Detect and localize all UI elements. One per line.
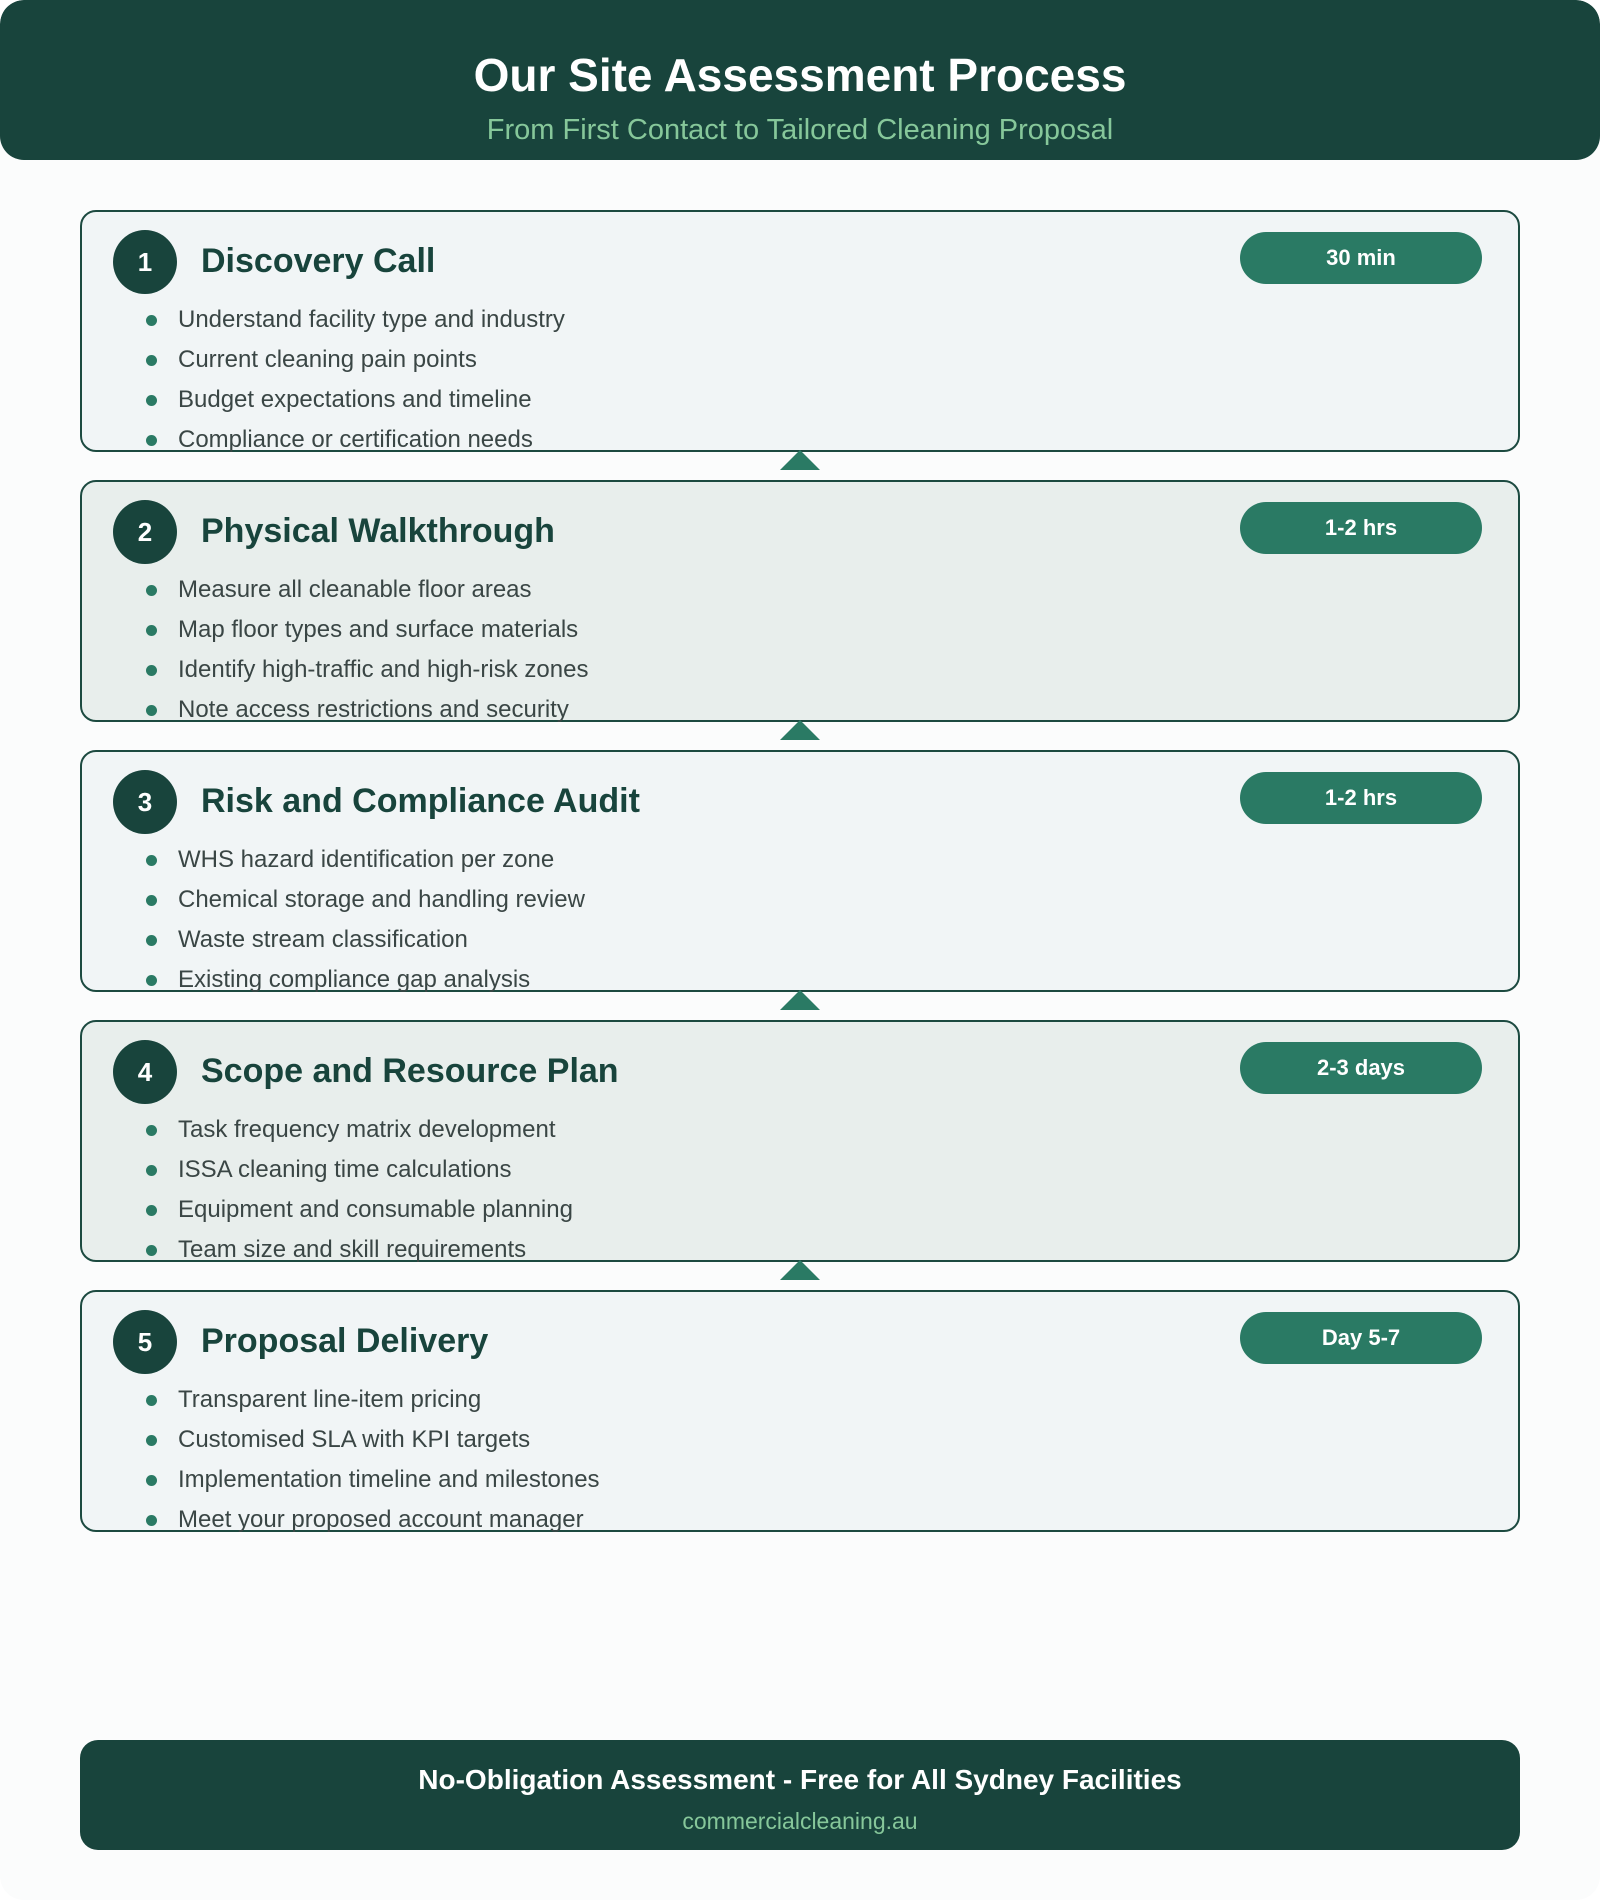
step-checklist [146, 570, 588, 730]
list-item [146, 960, 585, 1000]
duration-badge: 30 min [1240, 232, 1482, 284]
connector-arrow-icon [780, 720, 820, 740]
list-item [146, 340, 565, 380]
step-card-risk-compliance-audit [80, 750, 1520, 992]
list-item-text: Budget expectations and timeline [178, 386, 532, 413]
bullet-icon [146, 1475, 157, 1486]
list-item [146, 1230, 573, 1270]
list-item [146, 570, 588, 610]
list-item [146, 1500, 600, 1540]
step-checklist [146, 1110, 573, 1270]
page-subtitle: From First Contact to Tailored Cleaning Proposal [486, 114, 1114, 146]
list-item-text: Note access restrictions and security [178, 696, 569, 723]
bullet-icon [146, 665, 157, 676]
list-item [146, 300, 565, 340]
bullet-icon [146, 355, 157, 366]
duration-badge: Day 5-7 [1240, 1312, 1482, 1364]
footer-cta-text: No-Obligation Assessment - Free for All Sydney Facilities [418, 1764, 1182, 1795]
list-item [146, 1190, 573, 1230]
bullet-icon [146, 1515, 157, 1526]
bullet-icon [146, 1435, 157, 1446]
bullet-icon [146, 1245, 157, 1256]
list-item-text: Transparent line-item pricing [178, 1386, 482, 1413]
list-item-text: Compliance or certification needs [178, 426, 533, 453]
list-item [146, 1110, 573, 1150]
duration-badge: 1-2 hrs [1240, 502, 1482, 554]
step-number-badge: 3 [113, 770, 177, 834]
bullet-icon [146, 315, 157, 326]
step-number-badge: 5 [113, 1310, 177, 1374]
step-number-badge: 4 [113, 1040, 177, 1104]
list-item-text: Identify high-traffic and high-risk zones [178, 656, 589, 683]
list-item-text: Current cleaning pain points [178, 346, 477, 373]
duration-badge: 2-3 days [1240, 1042, 1482, 1094]
bullet-icon [146, 1395, 157, 1406]
bullet-icon [146, 585, 157, 596]
list-item [146, 610, 588, 650]
footer-banner [80, 1740, 1520, 1850]
list-item-text: Chemical storage and handling review [178, 886, 585, 913]
bullet-icon [146, 435, 157, 446]
step-title: Risk and Compliance Audit [201, 782, 640, 820]
step-card-scope-resource-plan [80, 1020, 1520, 1262]
step-checklist [146, 840, 585, 1000]
list-item [146, 920, 585, 960]
step-checklist [146, 300, 565, 460]
step-card-proposal-delivery [80, 1290, 1520, 1532]
step-title: Proposal Delivery [201, 1322, 489, 1360]
list-item-text: Understand facility type and industry [178, 306, 565, 333]
list-item-text: Implementation timeline and milestones [178, 1466, 600, 1493]
step-number-badge: 2 [113, 500, 177, 564]
bullet-icon [146, 855, 157, 866]
step-number-badge: 1 [113, 230, 177, 294]
list-item-text: Map floor types and surface materials [178, 616, 579, 643]
footer-website-link[interactable]: commercialcleaning.au [682, 1808, 918, 1834]
list-item-text: ISSA cleaning time calculations [178, 1156, 512, 1183]
list-item [146, 690, 588, 730]
list-item [146, 1420, 600, 1460]
list-item [146, 380, 565, 420]
list-item-text: WHS hazard identification per zone [178, 846, 555, 873]
list-item [146, 840, 585, 880]
bullet-icon [146, 1165, 157, 1176]
list-item [146, 650, 588, 690]
bullet-icon [146, 1205, 157, 1216]
step-title: Discovery Call [201, 242, 436, 280]
list-item-text: Equipment and consumable planning [178, 1196, 573, 1223]
list-item [146, 420, 565, 460]
list-item-text: Meet your proposed account manager [178, 1506, 584, 1533]
bullet-icon [146, 935, 157, 946]
bullet-icon [146, 625, 157, 636]
page-title: Our Site Assessment Process [473, 49, 1127, 101]
list-item-text: Task frequency matrix development [178, 1116, 556, 1143]
list-item-text: Existing compliance gap analysis [178, 966, 531, 993]
bullet-icon [146, 975, 157, 986]
bullet-icon [146, 895, 157, 906]
bullet-icon [146, 1125, 157, 1136]
list-item-text: Measure all cleanable floor areas [178, 576, 532, 603]
page-header [0, 0, 1600, 160]
list-item [146, 1380, 600, 1420]
step-card-physical-walkthrough [80, 480, 1520, 722]
list-item-text: Customised SLA with KPI targets [178, 1426, 531, 1453]
list-item [146, 880, 585, 920]
step-checklist [146, 1380, 600, 1540]
list-item-text: Team size and skill requirements [178, 1236, 527, 1263]
list-item [146, 1150, 573, 1190]
step-card-discovery-call [80, 210, 1520, 452]
connector-arrow-icon [780, 1260, 820, 1280]
connector-arrow-icon [780, 990, 820, 1010]
list-item [146, 1460, 600, 1500]
step-title: Physical Walkthrough [201, 512, 555, 550]
duration-badge: 1-2 hrs [1240, 772, 1482, 824]
step-title: Scope and Resource Plan [201, 1052, 619, 1090]
bullet-icon [146, 705, 157, 716]
bullet-icon [146, 395, 157, 406]
list-item-text: Waste stream classification [178, 926, 468, 953]
connector-arrow-icon [780, 450, 820, 470]
